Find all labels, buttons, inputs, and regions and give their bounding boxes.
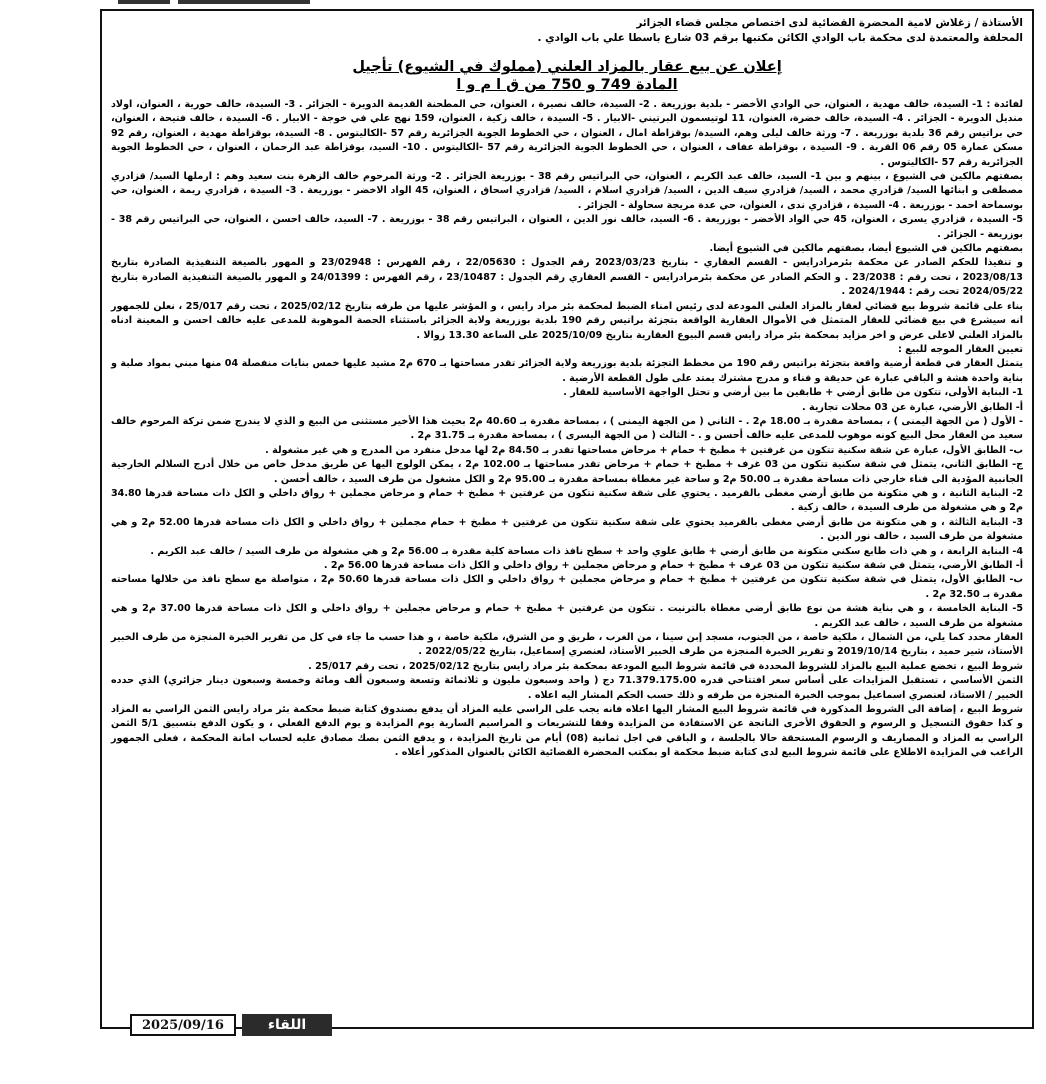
body-paragraph: 5- السيدة ، قزادري يسرى ، العنوان، 45 حي الواد الأخضر - بوزريعة . 6- السيد، خالف نور الدين ، العنوان ، البراتيس رقم 38 - بوزريعة . 7- السيد، خالف احسن ، العنوان، حي البراتيس رقم 38 - بوزريعة - الجزائر . — [111, 214, 1023, 240]
body-paragraph: - الأول ( من الجهة اليمنى ) ، بمساحة مقدرة بـ 18.00 م2 . - الثاني ( من الجهة اليمنى ) ، بمساحة مقدرة بـ 40.60 م2 بحيث هذا الأخير مستثنى من البيع و الذي لا يندرج ضمن تركة المرحوم خالف سعيد من العقار محل البيع كونه موهوب للمدعى عليه خالف أحسن و . - الثالث ( من الجهة اليسرى ) ، بمساحة مقدرة بـ 31.75 م2 . — [111, 415, 1023, 442]
announcement-body — [111, 98, 1023, 761]
body-paragraph: بناء على قائمة شروط بيع قضائي لعقار بالمزاد العلني المودعة لدى رئيس امناء الضبط لمحكمة بئر مراد رايس ، و المؤشر عليها من طرفه بتاريخ 2025/02/12 ، تحت رقم 25/017 ، نعلن للجمهور انه سيشرع في بيع قضائي للعقار المتمثل في الأموال العقارية الواقعة بتجزئة براتيس رقم 190 بلدية بوزريعة ولاية الجزائر باستثناء الحصة الموهوبة للمدعى عليه خالف احسن و المعينة ادناه بالمزاد العلني لاعلى عرض و اخر مزايد بمحكمة بئر مراد رايس قسم البيوع العقارية بتاريخ 2025/10/09 على الساعة 13.30 زوالا . — [111, 300, 1024, 341]
body-paragraph: شروط البيع ، تخضع عملية البيع بالمزاد للشروط المحددة في قائمة شروط البيع المودعة بمحكمة بئر مراد رايس بتاريخ 2025/02/12 ، تحت رقم 25/017 . — [308, 660, 1023, 672]
announcement-frame — [100, 9, 1034, 1029]
body-paragraph: بصفتهم مالكين في الشيوع أيضا، بصفتهم مالكين في الشيوع أيضا. — [709, 243, 1023, 255]
title-line: المادة 749 و 750 من ق ا م و ا — [456, 77, 678, 93]
body-paragraph: الثمن الأساسي ، تستقبل المزايدات على أساس سعر افتتاحي قدره 71.379.175.00 دج ( واحد وسبعون مليون و ثلاثمائة وتسعة وسبعون ألف ومائة وخمسة وسبعون دينار جزائري) الذي حدده الخبير / الاستاذ، لعنصري اسماعيل بموجب الخبرة المنجزة من طرفه و ذلك حسب الحكم المشار اليه اعلاه . — [111, 675, 1023, 701]
body-paragraph: العقار محدد كما يلي، من الشمال ، ملكية خاصة ، من الجنوب، مسجد إبن سينا ، من الغرب ، طريق و من الشرق، ملكية خاصة ، و هذا حسب ما جاء في كل من تقرير الخبرة المنجزة من طرف الخبير الأستاذ، شير حميد ، بتاريخ 2019/10/14 و تقرير الخبرة المنجزة من طرف الخبير الأستاذ، لعنصري إسماعيل، بتاريخ 2022/05/22 . — [111, 632, 1023, 658]
body-paragraph: بصفتهم مالكين في الشيوع ، بينهم و بين 1- السيد، خالف عبد الكريم ، العنوان، حي البراتيس رقم 38 - بوزريعة الجزائر . 2- ورثة المرحوم خالف الزهرة بنت سعيد وهم : ارملها السيد/ قزادري مصطفى و ابنائها السيد/ قزادري محمد ، السيد/ قزادري سيف الدين ، السيد/ قزادري اسلام ، السيد/ قزادري اسحاق ، العنوان، 45 الواد الاخضر - بوزريعة . 3- السيدة ، قزادري ريمة ، العنوان، حي بوسماحة احمد - بوزريعة . 4- السيدة ، قزادري ندى ، العنوان، حي عدة مريجة سحاولة - الجزائر . — [111, 171, 1024, 211]
body-paragraph: 2- البناية الثانية ، و هي متكونة من طابق أرضي مغطى بالقرميد . يحتوي على شقة سكنية تتكون من غرفتين + مطبخ + حمام و مرحاض مجملين + رواق داخلي و الكل ذات مساحة قدرها 34.80 م2 و هي مشغولة من طرف السيدة ، خالف زكية . — [111, 487, 1023, 514]
body-paragraph: ب- الطابق الأول، عبارة عن شقة سكنية تتكون من غرفتين + مطبخ + حمام + مرحاض مساحتها تقدر بـ 84.50 م2 لها مدخل منفرد من المدرج و هي غير مشغولة . — [265, 444, 1023, 456]
header-line: الأستاذة / زغلاش لامية المحضرة القضائية لدى اختصاص مجلس قضاء الجزائر — [636, 17, 1023, 29]
publication-name: اللقاء — [242, 1014, 332, 1036]
body-paragraph: و تنفيذا للحكم الصادر عن محكمة بئرمرادرايس - القسم العقاري - بتاريخ 2023/03/23 رقم الجدول : 22/05630 ، رقم الفهرس : 23/02948 و المهور بالصيغة التنفيذية الصادرة بتاريخ 2023/08/13 ، تحت رقم : 23/2038 . و الحكم الصادر عن محكمة بئرمرادرايس - القسم العقاري رقم الجدول : 23/10487 ، رقم الفهرس : 24/01399 و المهور بالصيغة التنفيذية الصادرة بتاريخ 2024/05/22 تحت رقم : 2024/1944 . — [111, 257, 1023, 298]
body-paragraph: أ- الطابق الأرضي، يتمثل في شقة سكنية تتكون من 03 غرف + مطبخ + حمام و مرحاض مجملين + رواق داخلي و الكل ذات مساحة قدرها 56.00 م2 . — [323, 560, 1023, 571]
body-paragraph: ج- الطابق الثاني، يتمثل في شقة سكنية تتكون من 03 غرف + مطبخ + حمام + مرحاض تقدر مساحتها بـ 102.00 م2 ، يمكن الولوج اليها عن طريق مدخل خاص من خلال أدرج السلالم الخارجية الجانبية المؤدية الى فناء خارجي ذات مساحة مقدرة بـ 50.00 م2 و ساحة غير مغطاة بمساحة مقدرة بـ 95.00 م2 و الكل مشغول من طرف السيد ، خالف أحسن . — [111, 459, 1024, 485]
body-paragraph: 3- البناية الثالثة ، و هي متكونة من طابق أرضي مغطى بالقرميد يحتوي على شقة سكنية تتكون من غرفتين + مطبخ + حمام مجملين + رواق داخلي و الكل ذات مساحة قدرها 52.00 م2 و هي مشغولة من طرف السيد ، خالف نور الدين . — [111, 516, 1023, 543]
title-line: إعلان عن بيع عقار بالمزاد العلني (مملوك في الشيوع) تأجيل — [352, 59, 782, 75]
body-paragraph: ب- الطابق الأول، يتمثل في شقة سكنية تتكون من غرفتين + مطبخ + حمام و مرحاض مجملين + رواق داخلي و الكل ذات مساحة قدرها 50.60 م2 ، متواصلة مع سطح نافذ من خلالها مساحته مقدرة بـ 32.50 م2 . — [111, 574, 1023, 600]
body-paragraph: شروط البيع ، إضافة الى الشروط المذكورة في قائمة شروط البيع المشار اليها اعلاه فانه يجب على الراسي عليه المزاد أن يدفع بصندوق كتابة ضبط محكمة بئر مراد رايس الثمن الراسي به المزاد و كذا حقوق التسجيل و الرسوم و الحقوق الأخرى الناتجة عن الاستفادة من المزايدة وفقا للتشريعات و المراسيم السارية يوم المزايدة و يوم الدفع الفعلي ، و يكون الدفع بتسبيق 5/1 الثمن الراسي به المزاد و المصاريف و الرسوم المستحقة حالا بالجلسة ، و الباقي في اجل ثمانية (08) أيام من تاريخ المزايدة ، و يدفع الثمن بصك مصادق عليه لحساب امانة المحكمة ، فعلى الجمهور الراغب في المزايدة الاطلاع على قائمة شروط البيع لدى كتابة ضبط محكمة او بمكتب المحضرة القضائية الكائن بالعنوان المذكور أعلاه . — [111, 704, 1023, 759]
body-paragraph: 4- البناية الرابعة ، و هي ذات طابع سكني متكونة من طابق أرضي + طابق علوي واحد + سطح نافذ ذات مساحة كلية مقدرة بـ 56.00 م2 و هي مشغولة من طرف السيد / خالف عبد الكريم . — [150, 545, 1023, 557]
footer-date: 2025/09/16 — [130, 1014, 236, 1036]
announcement-title — [111, 58, 1023, 94]
body-paragraph: 1- البناية الأولى، تتكون من طابق أرضي + طابقين ما بين أرضي و تحتل الواجهة الأساسية للعقار . — [563, 387, 1023, 399]
body-paragraph: 5- البناية الخامسة ، و هي بناية هشة من نوع طابق أرضي مغطاة بالترنيت . تتكون من غرفتين + مطبخ + حمام و مرحاض مجملين + رواق داخلي و الكل ذات مساحة قدرها 37.00 م2 و هي مشغولة من طرف السيد ، خالف عبد الكريم . — [111, 603, 1023, 629]
body-paragraph: أ- الطابق الأرضي، عبارة عن 03 محلات تجارية . — [802, 401, 1023, 413]
body-paragraph: تعيين العقار الموجه للبيع : — [898, 343, 1023, 355]
header-line: المحلفة والمعتمدة لدى محكمة باب الوادي الكائن مكتبها برقم 03 شارع باسطا علي باب الوادي . — [537, 32, 1023, 44]
body-paragraph: يتمثل العقار في قطعة أرضية واقعة بتجزئة براتيس رقم 190 من مخطط التجزئة بلدية بوزريعة ولاية الجزائر تقدر مساحتها بـ 670 م2 مشيد عليها خمس بنايات منفصلة 04 منها مبني بمواد صلبة و بناية واحدة هشة و الباقي عبارة عن حديقة و فناء و مدرج مشترك يمتد على طول القطعة الأرضية . — [111, 358, 1023, 384]
top-edge-tab-right — [178, 0, 310, 4]
top-edge-tab-left — [118, 0, 170, 4]
body-paragraph: لفائدة : 1- السيدة، خالف مهدية ، العنوان، حي الوادي الأخضر - بلدية بوزريعة . 2- السيدة، خالف نصيرة ، العنوان، حي المطحنة القديمة الدويرة - الجزائر . 3- السيدة، خالف حورية ، العنوان، اولاد منديل الدويرة - الجزائر . 4- السيدة، خالف خضرة، العنوان، 11 لوتيسمون البرتيني -الابيار . 5- السيدة ، خالف زكية ، العنوان، 159 نهج علي في خوجة - الابيار . 6- السيدة ، خالف فتيحة ، العنوان، حي براتيس رقم 36 بلدية بوزريعة . 7- ورثة خالف ليلى وهم، السيدة/ بوقزاطة امال ، العنوان ، حي الخطوط الجوية الجزائرية رقم 57 -الكاليتوس . 8- السيدة، بوقزاطة مهدية ، العنوان، رقم 92 مسكن عمارة 05 رقم 06 القرية . 9- السيدة ، بوقزاطة عفاف ، العنوان ، حي الخطوط الجوية الجزائرية رقم 57 -الكاليتوس . 10- السيد، بوقزاطة عبد الرحمان ، العنوان ، حي الخطوط الجوية الجزائرية رقم 57 -الكاليتوس . — [111, 99, 1023, 168]
page-footer — [130, 1014, 332, 1036]
